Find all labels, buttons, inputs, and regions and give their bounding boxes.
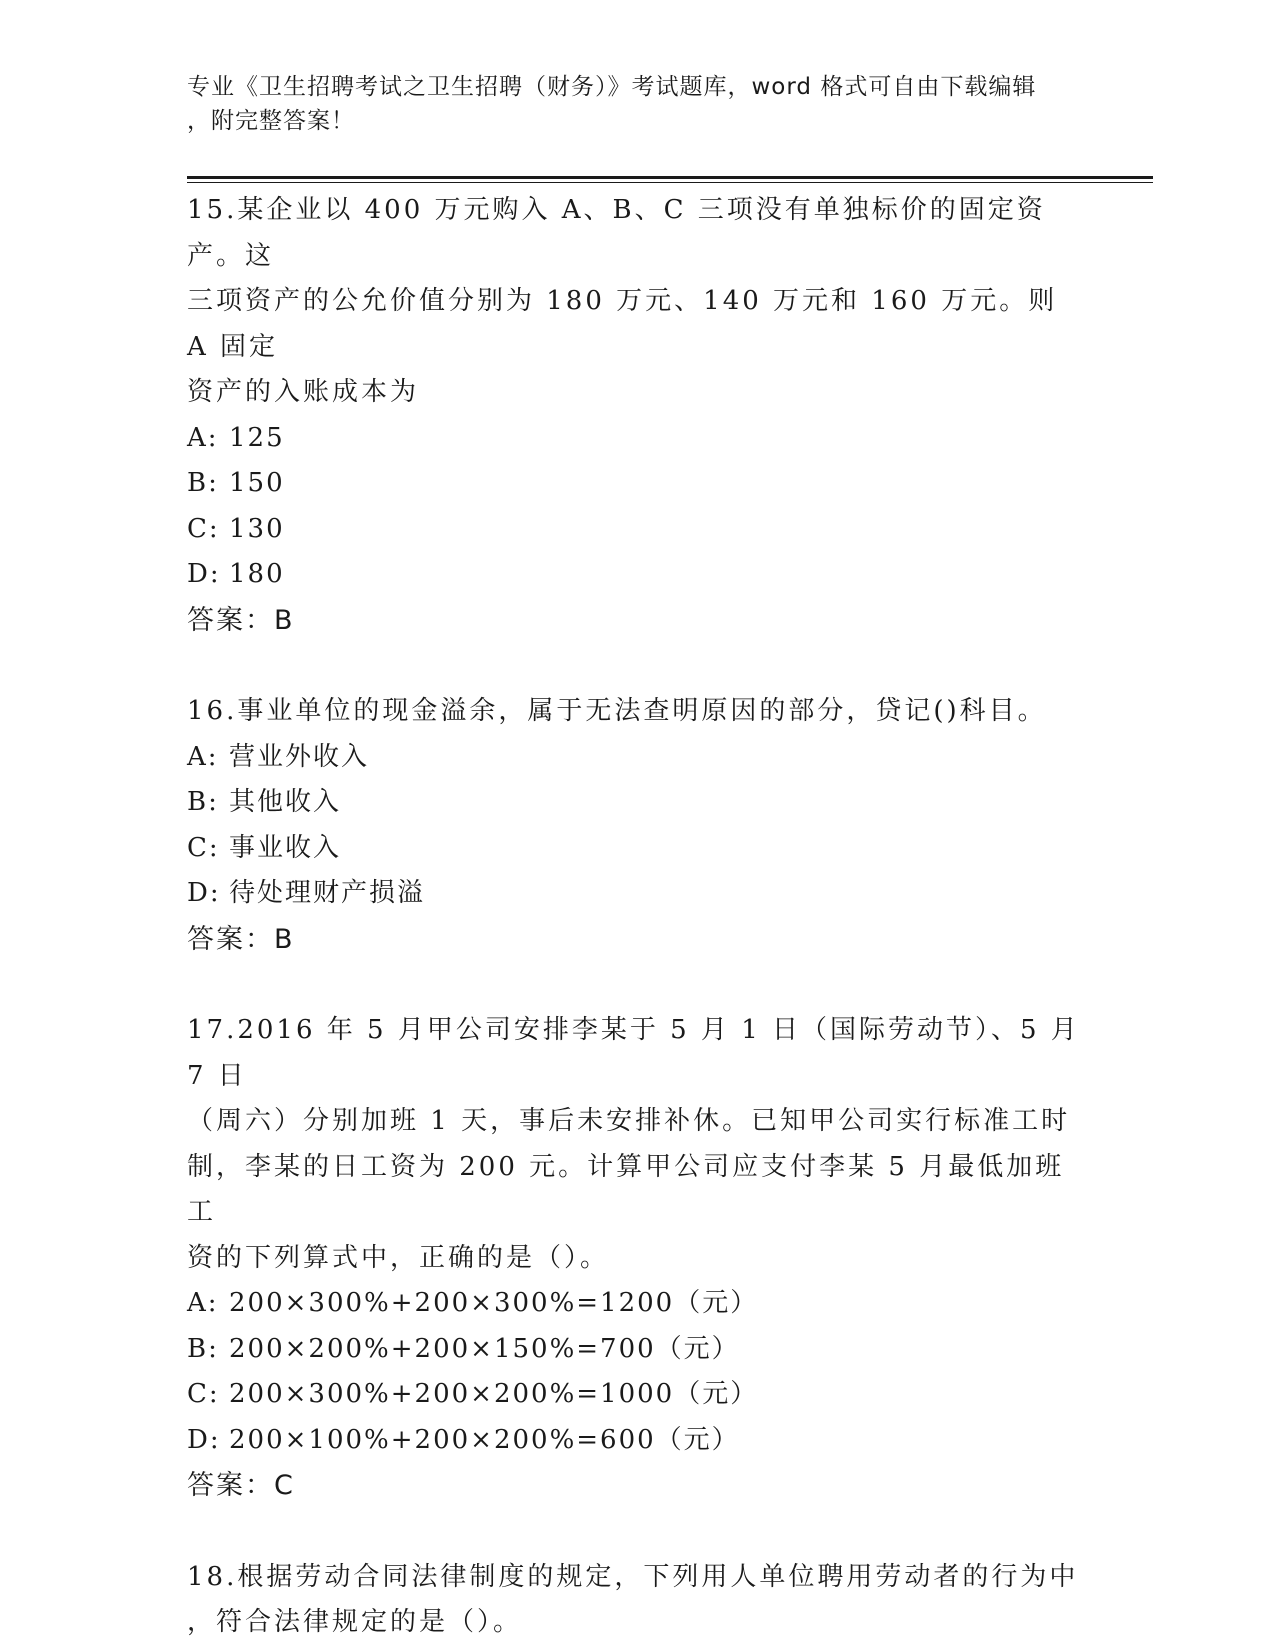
option-text: 事业收入 [229, 832, 342, 863]
option-text: 125 [229, 422, 285, 453]
option-key: B: [187, 468, 219, 498]
question-16-option-b [187, 780, 1087, 826]
option-text: 200×100%+200×200%=600（元） [229, 1424, 740, 1455]
option-text: 180 [229, 559, 285, 589]
option-text: 150 [229, 468, 285, 498]
question-17-option-c [187, 1372, 1087, 1418]
spacer [187, 1509, 1087, 1555]
question-18 [187, 1555, 1087, 1646]
option-key: D: [187, 878, 221, 908]
question-15 [187, 188, 1087, 643]
question-17-option-a [187, 1281, 1087, 1327]
question-17-line-2: （周六）分别加班 1 天，事后未安排补休。已知甲公司实行标准工时 [187, 1106, 1071, 1136]
question-17-option-b [187, 1327, 1087, 1373]
question-15-line-2: 三项资产的公允价值分别为 180 万元、140 万元和 160 万元。则 A 固定 [187, 286, 1058, 362]
option-text: 其他收入 [229, 787, 342, 817]
option-key: B: [187, 787, 219, 817]
question-15-option-d [187, 552, 1087, 598]
option-key: D: [187, 559, 221, 589]
header-rule-thin [187, 182, 1153, 183]
question-15-option-c [187, 507, 1087, 553]
option-key: D: [187, 1424, 221, 1455]
option-key: A: [187, 1288, 219, 1318]
option-text: 200×200%+200×150%=700（元） [229, 1333, 740, 1364]
question-15-line-1: 15.某企业以 400 万元购入 A、B、C 三项没有单独标价的固定资产。这 [187, 195, 1046, 271]
question-18-line-2: ，符合法律规定的是（）。 [187, 1607, 523, 1637]
option-text: 130 [229, 513, 285, 544]
question-15-line-3: 资产的入账成本为 [187, 377, 420, 407]
question-16-option-a [187, 735, 1087, 781]
option-key: B: [187, 1333, 219, 1364]
option-text: 200×300%+200×300%=1200（元） [229, 1288, 759, 1318]
question-17-answer: 答案：C [187, 1470, 295, 1501]
question-16-option-c [187, 826, 1087, 872]
document-header [187, 70, 1067, 138]
question-18-line-1: 18.根据劳动合同法律制度的规定，下列用人单位聘用劳动者的行为中 [187, 1561, 1079, 1592]
option-key: C: [187, 513, 220, 544]
spacer [187, 643, 1087, 689]
header-line-1: 专业《卫生招聘考试之卫生招聘（财务）》考试题库，word 格式可自由下载编辑 [187, 74, 1037, 100]
question-list [187, 188, 1087, 1646]
question-15-option-a [187, 416, 1087, 462]
question-17-line-1: 17.2016 年 5 月甲公司安排李某于 5 月 1 日（国际劳动节）、5 月 7 日 [187, 1015, 1080, 1091]
spacer [187, 962, 1087, 1008]
header-rule-thick [187, 176, 1153, 179]
question-17-line-4: 资的下列算式中，正确的是（）。 [187, 1242, 610, 1273]
question-17-option-d [187, 1418, 1087, 1464]
option-text: 待处理财产损溢 [229, 878, 426, 908]
header-line-2: ，附完整答案！ [187, 108, 355, 134]
option-key: A: [187, 741, 219, 772]
question-17-line-3: 制，李某的日工资为 200 元。计算甲公司应支付李某 5 月最低加班工 [187, 1151, 1065, 1227]
question-16-line-1: 16.事业单位的现金溢余，属于无法查明原因的部分，贷记()科目。 [187, 696, 1047, 726]
question-17 [187, 1008, 1087, 1509]
option-text: 营业外收入 [229, 741, 370, 772]
option-text: 200×300%+200×200%=1000（元） [229, 1379, 759, 1409]
question-16-answer: 答案：B [187, 923, 295, 955]
question-15-answer: 答案：B [187, 604, 295, 636]
option-key: C: [187, 832, 220, 863]
question-15-option-b [187, 461, 1087, 507]
option-key: A: [187, 422, 219, 453]
question-16-option-d [187, 871, 1087, 917]
question-16 [187, 689, 1087, 962]
option-key: C: [187, 1379, 220, 1409]
